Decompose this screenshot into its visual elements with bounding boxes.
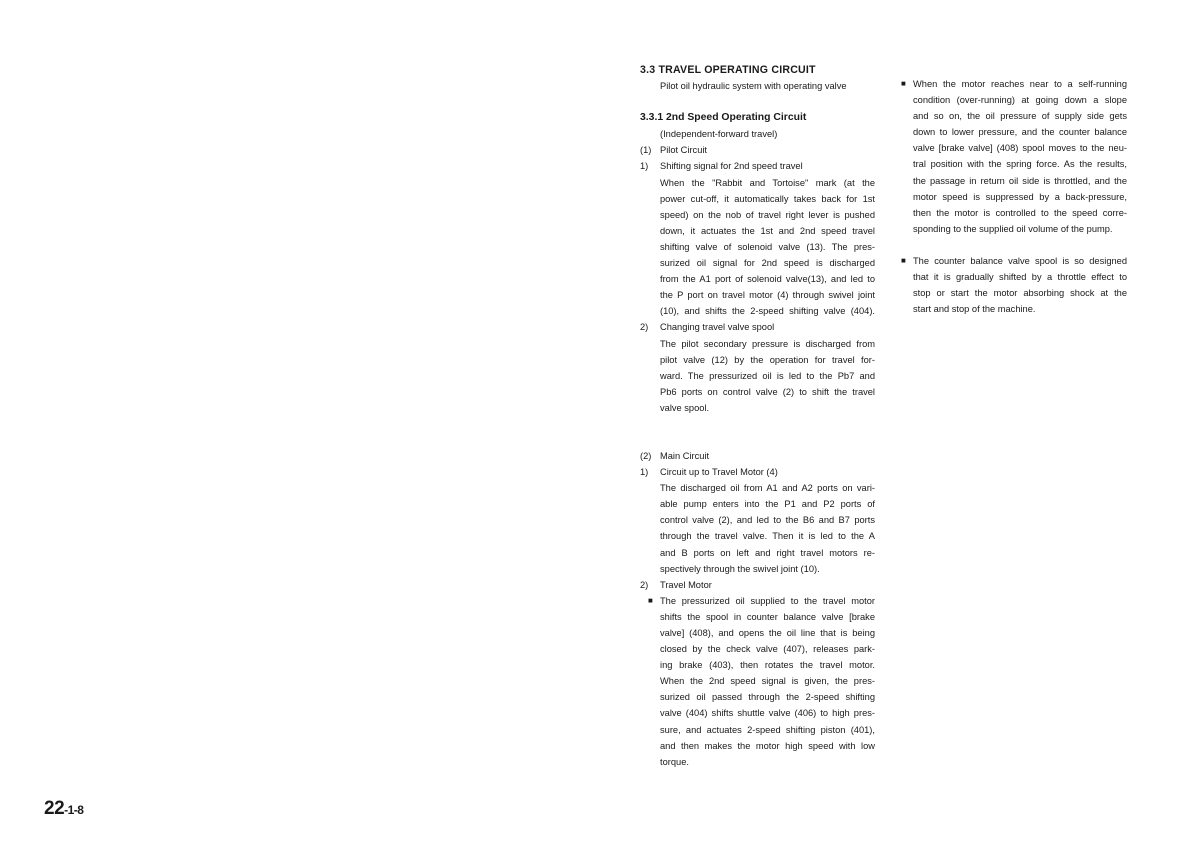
paragraph-line: (10), and shifts the 2-speed shifting valve (404). [660, 306, 875, 317]
section-subtitle: Pilot oil hydraulic system with operating valve [660, 81, 847, 92]
paragraph-line: the passage in return oil side is throttled, and the [913, 175, 1127, 186]
paragraph-line: shifts the spool in counter balance valve [brake [660, 611, 875, 622]
bullet-icon: ■ [901, 255, 906, 265]
paragraph-line: The counter balance valve spool is so designed [913, 255, 1127, 266]
page-number [44, 798, 83, 820]
paragraph-line: and then makes the motor high speed with low [660, 740, 875, 751]
subsection-title: 3.3.1 2nd Speed Operating Circuit [640, 112, 807, 124]
pilot-item2-heading: 2) Changing travel valve spool [640, 322, 775, 333]
paragraph-line: from the A1 port of solenoid valve(13), and led to [660, 274, 875, 285]
paragraph-line: valve spool. [660, 402, 710, 413]
paragraph-line: The pressurized oil supplied to the travel motor [660, 595, 875, 606]
paragraph-line: and B ports on left and right travel motors re- [660, 547, 875, 558]
paragraph-line: tral position with the spring force. As the results, [913, 159, 1127, 170]
paragraph-line: When the "Rabbit and Tortoise" mark (at the [660, 177, 875, 188]
paragraph-line: sure, and actuates 2-speed shifting piston (401), [660, 724, 875, 735]
paragraph-line: the P port on travel motor (4) through swivel joint [660, 290, 875, 301]
paragraph-line: control valve (2), and led to the B6 and B7 ports [660, 515, 875, 526]
pilot-item1-body [640, 175, 875, 320]
page-number-main: 22 [44, 798, 65, 819]
main-item1-body [640, 480, 875, 577]
paragraph-line: shifting valve of solenoid valve (13). The pres- [660, 241, 875, 252]
pilot-item2-body [640, 336, 875, 416]
section-title: 3.3 TRAVEL OPERATING CIRCUIT [640, 64, 816, 76]
paragraph-line: Pb6 ports on control valve (2) to shift the travel [660, 386, 875, 397]
paragraph-line: surized oil signal for 2nd speed is discharged [660, 258, 875, 269]
paragraph-line: valve] (408), and opens the oil line that is being [660, 628, 875, 638]
paragraph-line: power cut-off, it automatically takes back for 1st [660, 193, 875, 204]
paragraph-line: When the 2nd speed signal is given, the pres- [660, 676, 875, 687]
bullet-icon: ■ [648, 595, 653, 605]
bullet-icon: ■ [901, 79, 906, 88]
paragraph-line: closed by the check valve (407), releases park- [660, 644, 875, 655]
paragraph-line: and so on, the oil pressure of supply side gets [913, 111, 1127, 122]
right-column [901, 76, 1127, 317]
pilot-item1-heading: 1) Shifting signal for 2nd speed travel [640, 161, 803, 172]
right-bullet-1 [901, 76, 1127, 237]
paragraph-line: pilot valve (12) by the operation for travel for- [660, 354, 875, 365]
paragraph-line: torque. [660, 756, 689, 767]
paragraph-line: surized oil passed through the 2-speed shifting [660, 692, 875, 703]
right-bullet-2 [901, 253, 1127, 317]
paragraph-line: able pump enters into the P1 and P2 ports of [660, 499, 875, 510]
paragraph-line: condition (over-running) at going down a slope [913, 95, 1127, 106]
paragraph-line: spectively through the swivel joint (10). [660, 563, 820, 574]
paragraph-line: ward. The pressurized oil is led to the Pb7 and [660, 370, 875, 381]
paragraph-line: down to lower pressure, and the counter balance [913, 127, 1127, 138]
subsection-subtitle: (Independent-forward travel) [660, 129, 778, 140]
main-item2-bullet [640, 593, 875, 770]
paragraph-line: stop or start the motor absorbing shock at the [913, 288, 1127, 299]
paragraph-line: motor speed is suppressed by a back-pressure, [913, 191, 1127, 202]
paragraph-line: The pilot secondary pressure is discharged from [660, 338, 875, 349]
main-item2-heading: 2) Travel Motor [640, 579, 712, 590]
paragraph-line: When the motor reaches near to a self-running [913, 79, 1127, 89]
pilot-circuit-heading: (1) Pilot Circuit [640, 145, 708, 156]
paragraph-line: sponding to the supplied oil volume of the pump. [913, 223, 1113, 234]
left-column [640, 62, 875, 770]
paragraph-line: through the travel valve. Then it is led to the A [660, 531, 875, 542]
main-circuit-heading: (2) Main Circuit [640, 450, 710, 461]
paragraph-line: The discharged oil from A1 and A2 ports on vari- [660, 483, 875, 494]
paragraph-line: start and stop of the machine. [913, 304, 1036, 315]
paragraph-line: that it is gradually shifted by a throttle effect to [913, 272, 1127, 283]
paragraph-line: ing brake (403), then rotates the travel motor. [660, 660, 875, 671]
paragraph-line: then the motor is controlled to the speed corre- [913, 207, 1127, 218]
paragraph-line: valve (404) shifts shuttle valve (406) to high pres- [660, 708, 875, 719]
paragraph-line: down, it actuates the 1st and 2nd speed travel [660, 225, 875, 236]
main-item1-heading: 1) Circuit up to Travel Motor (4) [640, 467, 778, 478]
paragraph-line: speed) on the nob of travel right lever is pushed [660, 209, 875, 220]
paragraph-line: valve [brake valve] (408) spool moves to the neu- [913, 143, 1127, 154]
page-number-sub: -1-8 [64, 803, 84, 817]
